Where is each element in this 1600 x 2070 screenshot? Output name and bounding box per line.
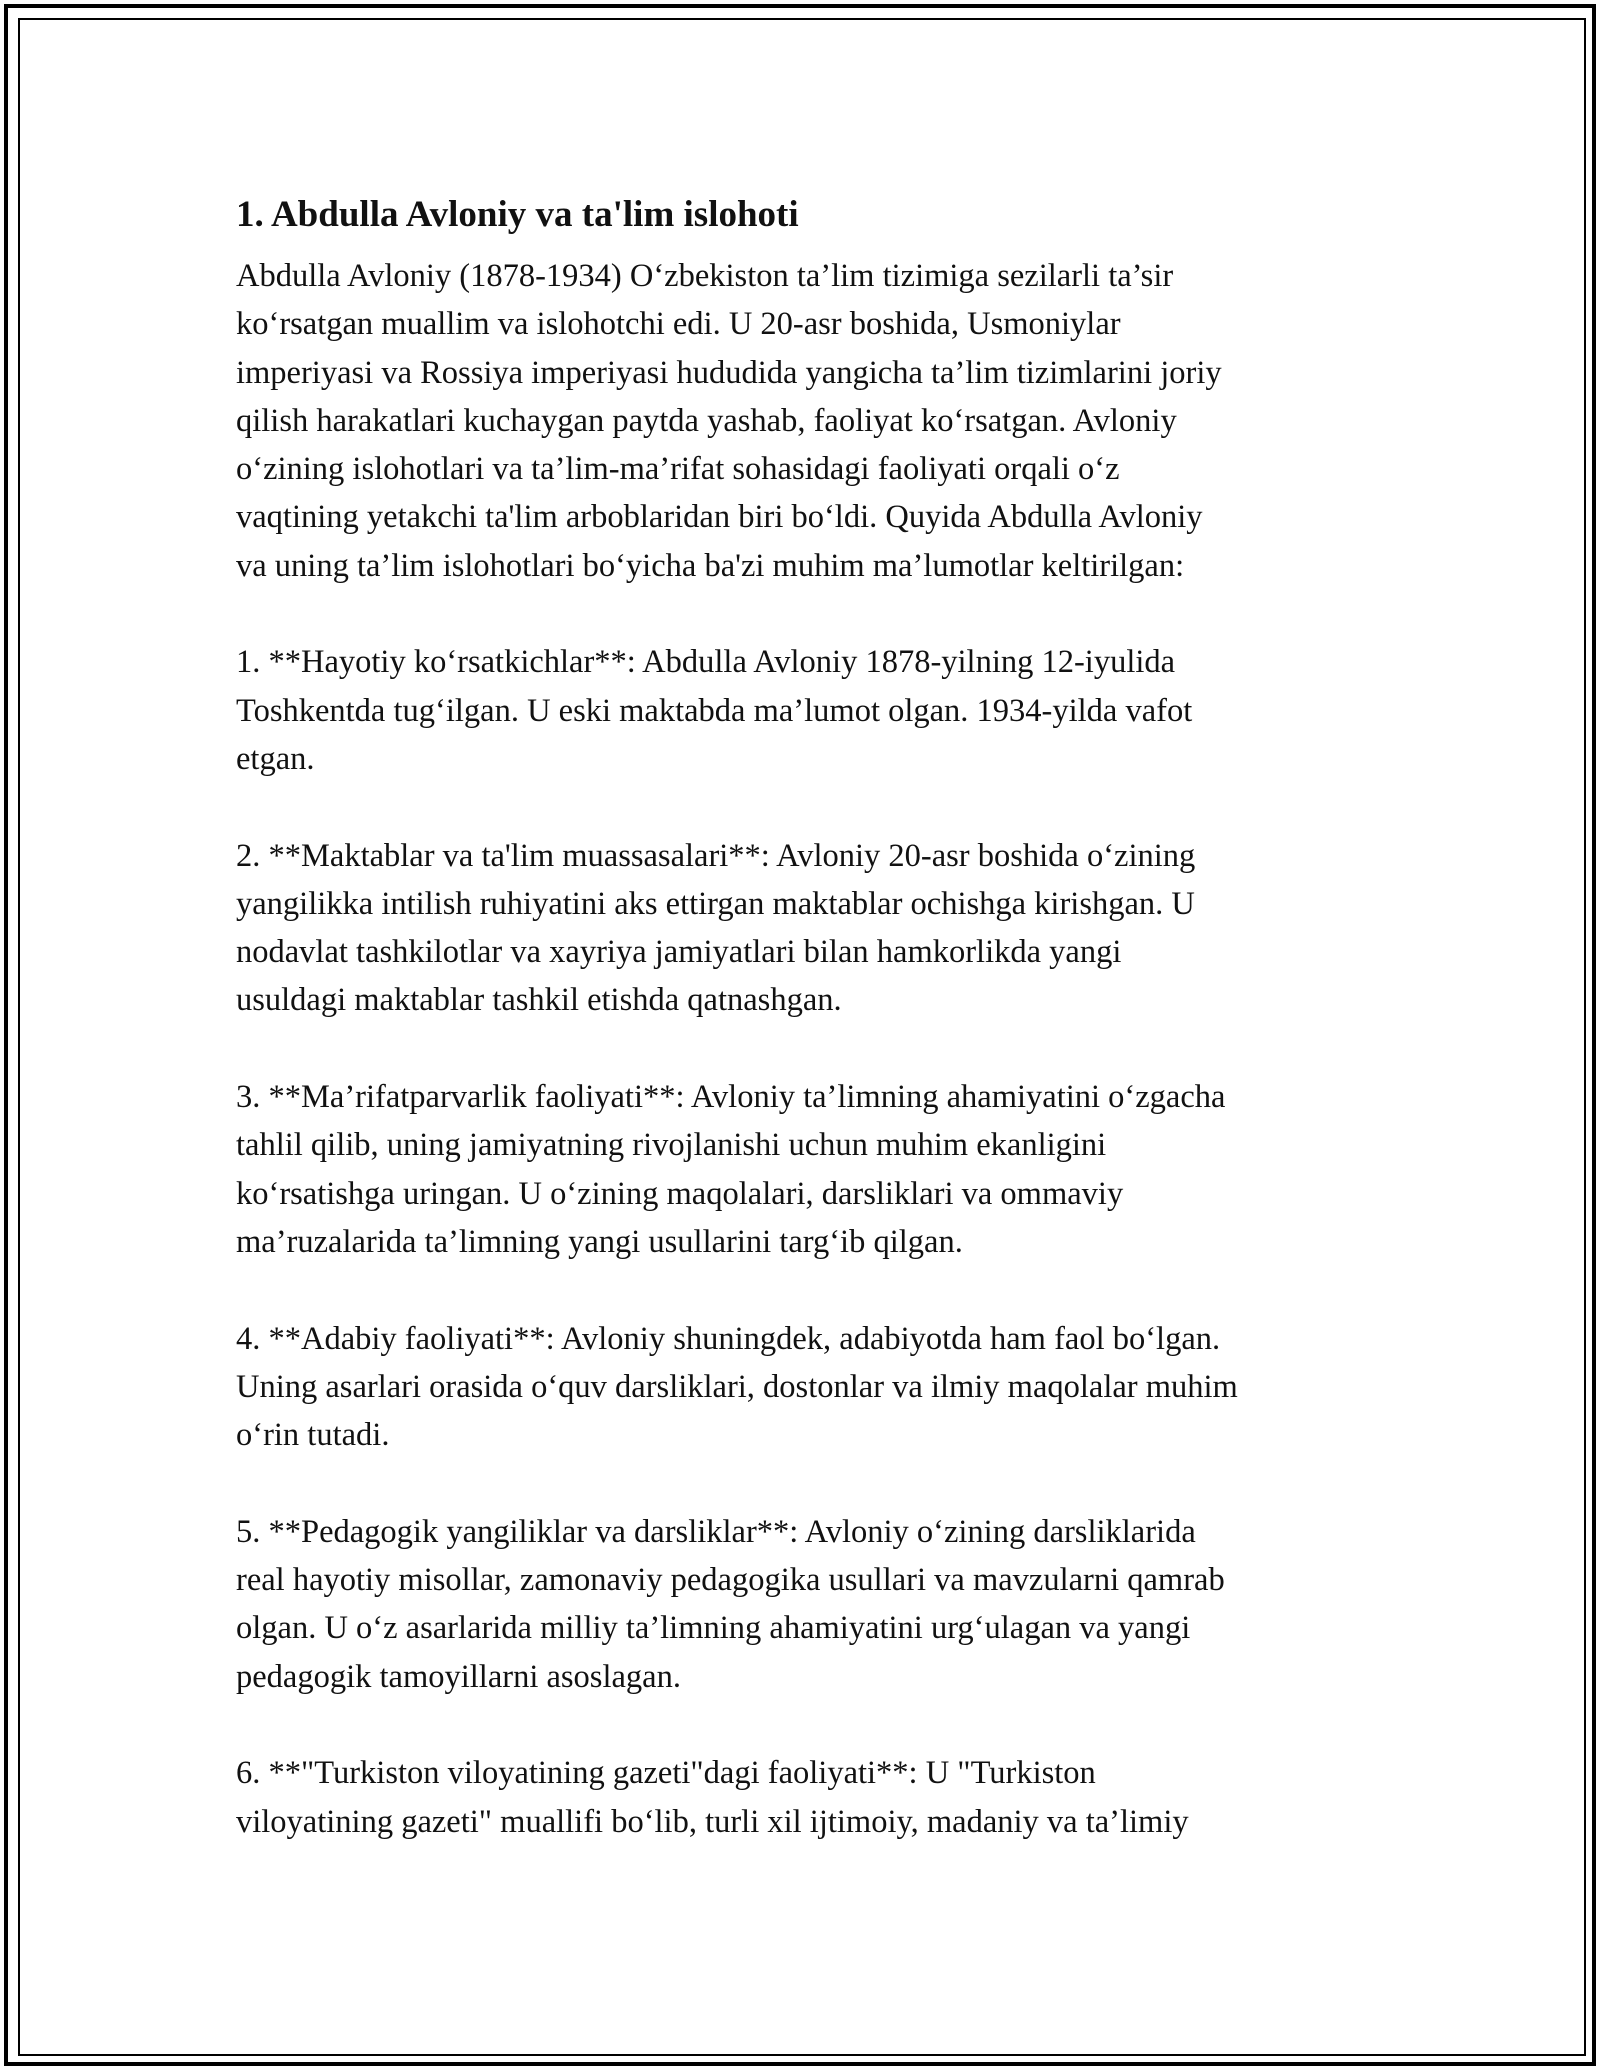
paragraph (236, 1749, 1396, 1846)
text-line: viloyatining gazeti" muallifi bo‘lib, turli xil ijtimoiy, madaniy va ta’limiy (236, 1803, 1189, 1840)
text-line: Abdulla Avloniy (1878-1934) O‘zbekiston ta’lim tizimiga sezilarli ta’sir (236, 258, 1174, 294)
text-line: real hayotiy misollar, zamonaviy pedagogika usullari va mavzularni qamrab (236, 1562, 1225, 1599)
paragraph (236, 638, 1396, 783)
text-line: 2. **Maktablar va ta'lim muassasalari**: Avloniy 20-asr boshida o‘zining (236, 837, 1196, 874)
text-line: tahlil qilib, uning jamiyatning rivojlanishi uchun muhim ekanligini (236, 1127, 1107, 1164)
paragraph-gap (236, 1266, 1396, 1314)
text-line: ko‘rsatishga uringan. U o‘zining maqolalari, darsliklari va ommaviy (236, 1175, 1124, 1212)
text-line: 6. **"Turkiston viloyatining gazeti"dagi faoliyati**: U "Turkiston (236, 1755, 1096, 1792)
paragraph-gap (236, 1701, 1396, 1749)
paragraph-gap (236, 590, 1396, 638)
text-line: usuldagi maktablar tashkil etishda qatnashgan. (236, 982, 842, 1019)
text-line: pedagogik tamoyillarni asoslagan. (236, 1658, 681, 1695)
text-line: etgan. (236, 740, 315, 777)
text-line: 3. **Ma’rifatparvarlik faoliyati**: Avloniy ta’limning ahamiyatini o‘zgacha (236, 1079, 1226, 1116)
paragraph-list (236, 252, 1396, 1846)
text-line: nodavlat tashkilotlar va xayriya jamiyatlari bilan hamkorlikda yangi (236, 934, 1122, 971)
document-title: 1. Abdulla Avloniy va ta'lim islohoti (236, 194, 799, 235)
text-line: imperiyasi va Rossiya imperiyasi hududida yangicha ta’lim tizimlarini joriy (236, 354, 1222, 391)
paragraph (236, 1315, 1396, 1460)
text-line: o‘rin tutadi. (236, 1417, 390, 1454)
paragraph (236, 252, 1396, 590)
paragraph (236, 1508, 1396, 1701)
document-body (236, 188, 1396, 1846)
text-line: va uning ta’lim islohotlari bo‘yicha ba'zi muhim ma’lumotlar keltirilgan: (236, 547, 1185, 584)
text-line: qilish harakatlari kuchaygan paytda yashab, faoliyat ko‘rsatgan. Avloniy (236, 402, 1177, 439)
text-line: 1. **Hayotiy ko‘rsatkichlar**: Abdulla Avloniy 1878-yilning 12-iyulida (236, 644, 1176, 681)
paragraph-gap (236, 1459, 1396, 1507)
text-line: olgan. U o‘z asarlarida milliy ta’limning ahamiyatini urg‘ulagan va yangi (236, 1610, 1191, 1647)
paragraph (236, 832, 1396, 1025)
paragraph (236, 1073, 1396, 1266)
text-line: Toshkentda tug‘ilgan. U eski maktabda ma’lumot olgan. 1934-yilda vafot (236, 692, 1193, 729)
text-line: vaqtining yetakchi ta'lim arboblaridan biri bo‘ldi. Quyida Abdulla Avloniy (236, 499, 1203, 536)
paragraph-gap (236, 1025, 1396, 1073)
paragraph-gap (236, 783, 1396, 831)
text-line: yangilikka intilish ruhiyatini aks ettirgan maktablar ochishga kirishgan. U (236, 885, 1195, 922)
text-line: ma’ruzalarida ta’limning yangi usullarini targ‘ib qilgan. (236, 1223, 963, 1260)
text-line: ko‘rsatgan muallim va islohotchi edi. U 20-asr boshida, Usmoniylar (236, 306, 1121, 343)
text-line: o‘zining islohotlari va ta’lim-ma’rifat sohasidagi faoliyati orqali o‘z (236, 451, 1120, 488)
text-line: Uning asarlari orasida o‘quv darsliklari, dostonlar va ilmiy maqolalar muhim (236, 1368, 1238, 1405)
text-line: 4. **Adabiy faoliyati**: Avloniy shuningdek, adabiyotda ham faol bo‘lgan. (236, 1320, 1221, 1357)
text-line: 5. **Pedagogik yangiliklar va darsliklar**: Avloniy o‘zining darsliklarida (236, 1513, 1196, 1550)
